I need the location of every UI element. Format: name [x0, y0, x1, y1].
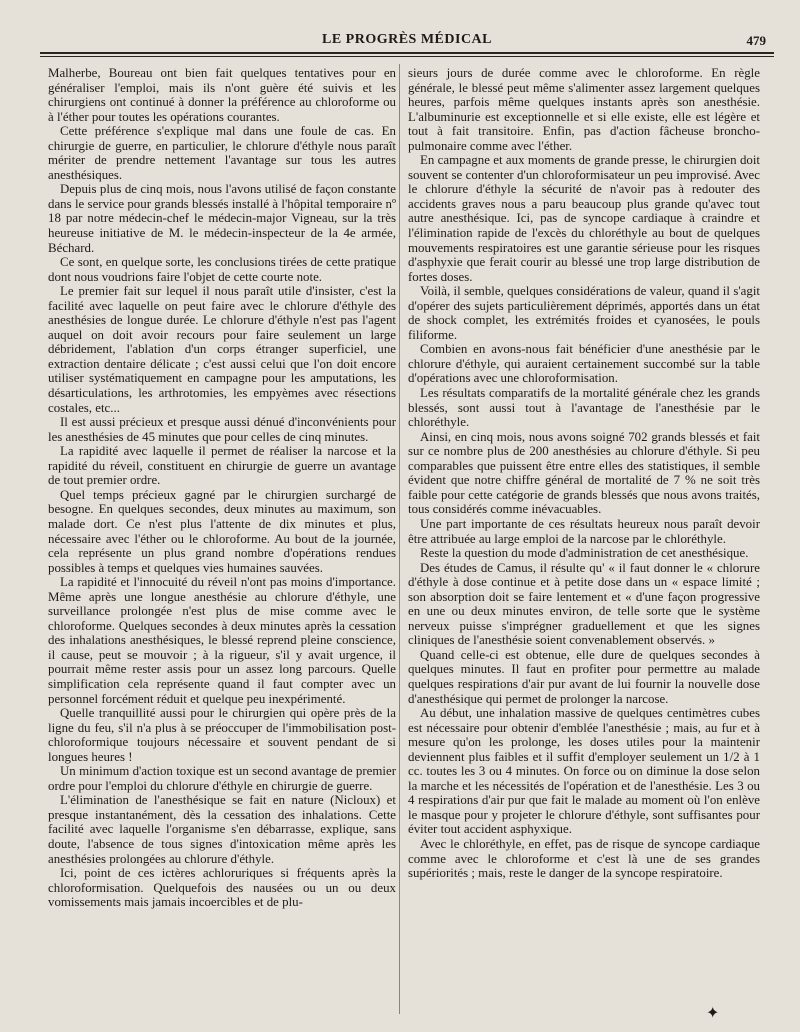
header-rule-thin	[40, 56, 774, 57]
paragraph: Cette préférence s'explique mal dans une foule de cas. En chirurgie de guerre, en particulier, le chlorure d'éthyle nous paraît mériter de prendre nettement l'avantage sur tous les autres anesthésiques.	[48, 124, 396, 182]
paragraph: Depuis plus de cinq mois, nous l'avons utilisé de façon constante dans le service pour grands blessés installé à l'hôpital temporaire nº 18 par notre médecin-chef le médecin-major Vigneau, sur la très heureuse initiative de M. le médecin-inspecteur de la 4e armée, Béchard.	[48, 182, 396, 255]
paragraph: Quelle tranquillité aussi pour le chirurgien qui opère près de la ligne du feu, s'il n'a plus à se préoccuper de l'immobilisation post-chloroformique toujours nécessaire et souvent pendant de si longues heures !	[48, 706, 396, 764]
paragraph: Ici, point de ces ictères achloruriques si fréquents après la chloroformisation. Quelquefois des nausées ou un ou deux vomissements mais jamais incoercibles et de plu-	[48, 866, 396, 910]
paragraph: Reste la question du mode d'administration de cet anesthésique.	[420, 546, 749, 561]
paragraph: Au début, une inhalation massive de quelques centimètres cubes est nécessaire pour obtenir d'emblée l'anesthésie ; mais, au fur et à mesure qu'on les prolonge, les doses utiles pour la maintenir deviennent plus faibles et il suffit d'employer seulement un 1/2 à 1 cc. toutes les 3 ou 4 minutes. On force ou on diminue la dose selon la marche et les nécessités de l'opération et de l'anesthésie. Les 3 ou 4 respirations d'air pur que fait le malade au moment où l'on enlève le masque pour y projeter le chlorure d'éthyle, sont suffisantes pour éviter tout accident asphyxique.	[408, 706, 760, 837]
paragraph: Une part importante de ces résultats heureux nous paraît devoir être attribuée au large emploi de la narcose par le chloréthyle.	[408, 516, 760, 546]
right-column	[408, 66, 760, 1016]
paragraph: En campagne et aux moments de grande presse, le chirurgien doit souvent se contenter d'un chloroformisateur un peu improvisé. Avec le chlorure d'éthyle la sécurité de n'avoir pas à redouter des accidents graves nous a paru beaucoup plus grande qu'avec tout autre anesthésique. Ici, pas de syncope cardiaque à craindre et l'élimination rapide de l'excès du chloréthyle au bout de quelques mouvements respiratoires est une garantie sérieuse pour les risques d'asphyxie que ferait courir au blessé une trop large distribution de fortes doses.	[408, 153, 760, 284]
paragraph: La rapidité avec laquelle il permet de réaliser la narcose et la rapidité du réveil, constituent en chirurgie de guerre un avantage de tout premier ordre.	[48, 444, 396, 488]
end-ornament: ✦	[706, 1005, 720, 1022]
paragraph: Le premier fait sur lequel il nous paraît utile d'insister, c'est la facilité avec laquelle on peut faire avec le chlorure d'éthyle des anesthésies de longue durée. Le chlorure d'éthyle n'est pas l'agent auquel on doit avoir recours pour faire seulement un large débridement, l'ablation d'un corps étranger superficiel, une extraction dentaire délicate ; c'est aussi celui que l'on doit encore utiliser systématiquement en campagne pour les amputations, les désarticulations, les arthrotomies, les empyèmes avec résections costales, etc...	[48, 284, 396, 415]
paragraph: Quand celle-ci est obtenue, elle dure de quelques secondes à quelques minutes. Il faut en profiter pour permettre au malade quelques respirations d'air pur avant de lui fournir la nouvelle dose d'anesthésique qui permet de prolonger la narcose.	[408, 647, 760, 706]
paragraph: Des études de Camus, il résulte qu' « il faut donner le « chlorure d'éthyle à dose continue et à petite dose dans un « espace limité ; son absorption doit se faire lentement et « d'une façon progressive en une ou deux minutes environ, de telle sorte que le système nerveux puisse s'imprégner graduellement et que les signes cliniques de l'anesthésie soient convenablement observés. »	[408, 560, 760, 648]
paragraph: Malherbe, Boureau ont bien fait quelques tentatives pour en généraliser l'emploi, mais ils n'ont guère été suivis et les chirurgiens ont continué à donner la préférence au chloroforme ou à l'éther pour toutes les opérations courantes.	[48, 66, 396, 124]
journal-title: LE PROGRÈS MÉDICAL	[321, 32, 493, 47]
paragraph: La rapidité et l'innocuité du réveil n'ont pas moins d'importance. Même après une longue anesthésie au chlorure d'éthyle, une surveillance prolongée n'est plus de mise comme avec le chloroforme. Quelques secondes à deux minutes après la cessation des inhalations anesthésiques, le blessé reprend pleine conscience, il cause, peut se mouvoir ; à la rigueur, s'il y avait urgence, il pourrait même rester assis pour un assez long parcours. Quelle simplification cela représente quand il faut compter avec un personnel forcément réduit et quelque peu inexpérimenté.	[48, 575, 396, 706]
paragraph: Les résultats comparatifs de la mortalité générale chez les grands blessés, sont aussi tout à l'avantage de l'anesthésie par le chloréthyle.	[408, 386, 760, 430]
paragraph: Combien en avons-nous fait bénéficier d'une anesthésie par le chlorure d'éthyle, qui auraient certainement succombé sur la table d'opérations avec une chloroformisation.	[408, 342, 760, 386]
paragraph: Ce sont, en quelque sorte, les conclusions tirées de cette pratique dont nous voudrions faire l'objet de cette courte note.	[48, 255, 396, 284]
paragraph: sieurs jours de durée comme avec le chloroforme. En règle générale, le blessé peut même s'alimenter assez largement quelques heures, parfois même quelques instants après son anesthésie. L'albuminurie est exceptionnelle et si elle existe, elle est légère et tout à fait transitoire. Enfin, pas d'action fâcheuse broncho-pulmonaire comme avec l'éther.	[408, 66, 760, 153]
paragraph: Avec le chloréthyle, en effet, pas de risque de syncope cardiaque comme avec le chloroforme et c'est là une de ses grandes supériorités ; mais, reste le danger de la syncope respiratoire.	[408, 836, 760, 881]
paragraph: Il est aussi précieux et presque aussi dénué d'inconvénients pour les anesthésies de 45 minutes que pour celles de cinq minutes.	[48, 415, 396, 444]
header-rule-thick	[40, 52, 774, 54]
running-head	[40, 30, 774, 52]
paragraph: Voilà, il semble, quelques considérations de valeur, quand il s'agit d'opérer des sujets particulièrement déprimés, apportés dans un état de shock complet, les extrémités froides et cyanosées, le pouls filiforme.	[408, 284, 760, 342]
paragraph: Ainsi, en cinq mois, nous avons soigné 702 grands blessés et fait sur ce nombre plus de 200 anesthésies au chlorure d'éthyle. Si peu comparables que puissent être entre elles des statistiques, il semble évident que notre chiffre général de mortalité de 7 % ne soit très faible pour cette catégorie de grands blessés que nous avons traités, tous considérés comme inévacuables.	[408, 429, 760, 517]
left-column	[48, 66, 396, 1016]
page-number: 479	[746, 33, 766, 48]
column-divider	[399, 64, 400, 1014]
paragraph: L'élimination de l'anesthésique se fait en nature (Nicloux) et presque instantanément, dès la cessation des inhalations. Cette facilité avec laquelle l'organisme s'en débarrasse, explique, sans doute, l'absence de tous signes d'intoxication même après les anesthésies prolongées au chlorure d'éthyle.	[48, 793, 396, 866]
paragraph: Quel temps précieux gagné par le chirurgien surchargé de besogne. En quelques secondes, deux minutes au maximum, son malade dort. Ce n'est plus l'attente de dix minutes et plus, nécessaire avec l'éther ou le chloroforme. Au bout de la journée, cela représente un plus grand nombre d'opérations rendues possibles à temps et quelques vies humaines sauvées.	[48, 487, 396, 575]
paragraph: Un minimum d'action toxique est un second avantage de premier ordre pour l'emploi du chlorure d'éthyle en chirurgie de guerre.	[48, 764, 396, 793]
